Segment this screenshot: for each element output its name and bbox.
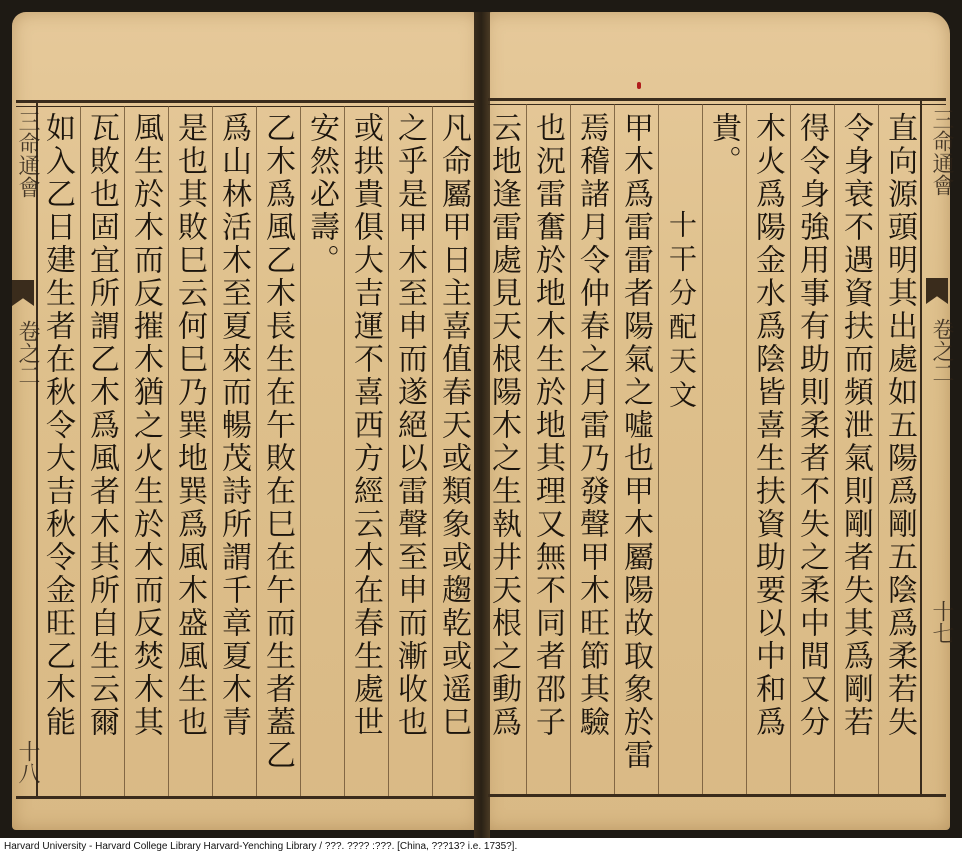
text-column: 是也其敗巳云何巳乃巽地巽爲風木盛風生也 xyxy=(172,112,207,739)
text-column: 也況雷奮於地木生於地其理又無不同者邵子 xyxy=(530,112,565,739)
top-frame-rule-right xyxy=(488,98,946,101)
column-rule xyxy=(300,106,301,796)
right-outer-rule xyxy=(920,98,922,796)
text-column: 木火爲陽金水爲陰皆喜生扶資助要以中和爲 xyxy=(750,112,785,739)
text-column: 焉稽諸月令仲春之月雷乃發聲甲木旺節其驗 xyxy=(574,112,609,739)
text-column: 如入乙日建生者在秋令大吉秋令金旺乙木能 xyxy=(40,112,75,739)
right-margin-title: 三命通會 xyxy=(929,108,954,196)
text-column: 或拱貴俱大吉運不喜西方經云木在春生處世 xyxy=(348,112,383,739)
bottom-frame-rule-left xyxy=(16,796,476,799)
top-frame-rule-left xyxy=(16,100,476,103)
bottom-frame-rule-right xyxy=(488,794,946,797)
column-rule xyxy=(878,104,879,794)
column-rule xyxy=(834,104,835,794)
library-attribution-caption: Harvard University - Harvard College Library Harvard-Yenching Library / ???. ???? :???. [China, ???13? i.e. 1735?]. xyxy=(4,841,518,852)
column-rule xyxy=(614,104,615,794)
top-inner-rule-left xyxy=(16,106,476,107)
text-column: 風生於木而反摧木猶之火生於木而反焚木其 xyxy=(128,112,163,739)
column-rule xyxy=(124,106,125,796)
left-margin-volume: 卷之二 xyxy=(15,320,40,386)
text-column: 得令身強用事有助則柔者不失之柔中間又分 xyxy=(794,112,829,739)
column-rule xyxy=(702,104,703,794)
left-outer-rule xyxy=(36,100,38,798)
text-column: 爲山林活木至夏來而暢茂詩所謂千章夏木青 xyxy=(216,112,251,739)
right-margin-page-number: 十七 xyxy=(929,600,954,644)
right-margin-volume: 卷之二 xyxy=(929,318,954,384)
text-column: 直向源頭明其出處如五陽爲剛五陰爲柔若失 xyxy=(882,112,917,739)
column-rule xyxy=(658,104,659,794)
section-heading: 十干分配天文 xyxy=(665,210,698,414)
text-column: 云地逢雷處見天根陽木之生執井天根之動爲 xyxy=(486,112,521,739)
text-column: 凡命屬甲日主喜值春天或類象或趨乾或遥巳 xyxy=(436,112,471,739)
column-rule xyxy=(80,106,81,796)
column-rule xyxy=(212,106,213,796)
column-rule xyxy=(746,104,747,794)
column-rule xyxy=(168,106,169,796)
text-column: 貴。 xyxy=(706,112,741,178)
text-column: 瓦敗也固宜所謂乙木爲風者木其所自生云爾 xyxy=(84,112,119,739)
column-rule xyxy=(526,104,527,794)
text-column: 乙木爲風乙木長生在午敗在巳在午而生者蓋乙 xyxy=(260,112,295,772)
column-rule xyxy=(570,104,571,794)
red-ink-mark xyxy=(637,82,641,89)
column-rule xyxy=(256,106,257,796)
column-rule xyxy=(388,106,389,796)
text-column: 甲木爲雷雷者陽氣之噓也甲木屬陽故取象於雷 xyxy=(618,112,653,772)
column-rule xyxy=(344,106,345,796)
left-margin-title: 三命通會 xyxy=(15,110,40,198)
text-column: 安然必壽。 xyxy=(304,112,339,277)
text-column: 之乎是甲木至申而遂絕以雷聲至申而漸收也 xyxy=(392,112,427,739)
column-rule xyxy=(790,104,791,794)
text-column: 令身衰不遇資扶而頻泄氣則剛者失其爲剛若 xyxy=(838,112,873,739)
left-margin-page-number: 十八 xyxy=(15,740,40,784)
column-rule xyxy=(432,106,433,796)
